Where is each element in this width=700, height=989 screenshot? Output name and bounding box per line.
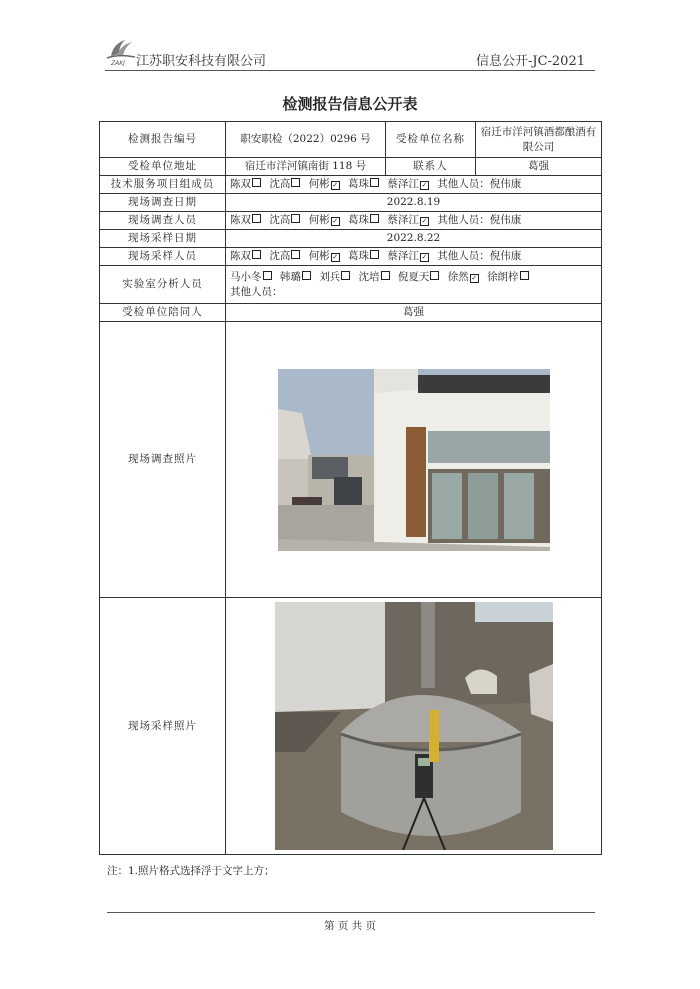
member-name: 葛珠 xyxy=(348,178,370,190)
member-name: 徐然 xyxy=(447,270,469,283)
survey-staff xyxy=(226,212,602,230)
member-name: 韩璐 xyxy=(279,270,301,283)
escort-label: 受检单位陪同人 xyxy=(100,304,226,322)
lab-staff xyxy=(226,266,602,304)
sample-photo-cell xyxy=(226,598,602,855)
member-name: 葛珠 xyxy=(348,214,370,226)
member-name: 倪夏天 xyxy=(397,270,430,283)
checkbox-unchecked-icon xyxy=(381,271,390,280)
photo-note: 注：1.照片格式选择浮于文字上方； xyxy=(107,865,275,877)
address-label: 受检单位地址 xyxy=(100,158,226,176)
member-name: 陈双 xyxy=(230,214,251,226)
sample-date-value: 2022.8.22 xyxy=(226,230,602,248)
team-label: 技术服务项目组成员 xyxy=(100,176,226,194)
member-name: 何彬 xyxy=(308,178,330,190)
svg-text:ZAKJ: ZAKJ xyxy=(111,60,125,66)
survey-date-value: 2022.8.19 xyxy=(226,194,602,212)
checkbox-unchecked-icon xyxy=(370,250,379,259)
member-name: 何彬 xyxy=(308,214,330,226)
contact-label: 联系人 xyxy=(386,158,476,176)
team-members xyxy=(226,176,602,194)
other-label: 其他人员： xyxy=(230,285,283,298)
member-name: 刘兵 xyxy=(319,270,341,283)
address-value: 宿迁市洋河镇南街 118 号 xyxy=(226,158,386,176)
member-name: 马小冬 xyxy=(230,270,262,283)
other-member: 倪伟康 xyxy=(489,178,522,190)
sample-staff xyxy=(226,248,602,266)
checkbox-checked-icon: ✓ xyxy=(471,273,478,282)
member-name: 何彬 xyxy=(308,250,330,262)
other-member: 倪伟康 xyxy=(489,250,522,262)
member-name: 蔡泽江 xyxy=(387,214,419,226)
table-row xyxy=(100,322,602,598)
checkbox-unchecked-icon xyxy=(430,271,439,280)
checkbox-checked-icon: ✓ xyxy=(332,181,339,189)
document-number: 信息公开-JC-2021 xyxy=(475,54,585,69)
sample-date-label: 现场采样日期 xyxy=(100,230,226,248)
company-logo xyxy=(105,36,139,66)
checkbox-checked-icon: ✓ xyxy=(421,181,428,189)
table-row xyxy=(100,304,602,322)
sample-photo xyxy=(275,602,553,850)
checkbox-unchecked-icon xyxy=(252,178,261,187)
checkbox-checked-icon: ✓ xyxy=(421,217,428,225)
table-row xyxy=(100,598,602,855)
checkbox-checked-icon: ✓ xyxy=(332,217,339,225)
sample-photo-label: 现场采样照片 xyxy=(100,598,226,855)
table-row xyxy=(100,230,602,248)
member-name: 沈高 xyxy=(269,214,291,226)
table-row xyxy=(100,212,602,230)
member-name: 沈高 xyxy=(269,178,291,190)
report-no-value: 职安职检（2022）0296 号 xyxy=(226,122,386,158)
page-title: 检测报告信息公开表 xyxy=(282,95,418,113)
sample-staff-label: 现场采样人员 xyxy=(100,248,226,266)
survey-photo-cell xyxy=(226,322,602,598)
member-name: 沈高 xyxy=(269,250,291,262)
survey-photo xyxy=(278,369,550,551)
table-row xyxy=(100,122,602,158)
page-header xyxy=(105,36,595,71)
report-no-label: 检测报告编号 xyxy=(100,122,226,158)
member-name: 蔡泽江 xyxy=(387,250,419,262)
member-name: 蔡泽江 xyxy=(387,178,419,190)
member-name: 陈双 xyxy=(230,178,251,190)
survey-staff-label: 现场调查人员 xyxy=(100,212,226,230)
other-member: 倪伟康 xyxy=(489,214,522,226)
contact-value: 葛强 xyxy=(476,158,602,176)
checkbox-unchecked-icon xyxy=(252,250,261,259)
table-row xyxy=(100,248,602,266)
table-row xyxy=(100,194,602,212)
checkbox-checked-icon: ✓ xyxy=(332,253,339,261)
checkbox-unchecked-icon xyxy=(302,271,311,280)
checkbox-unchecked-icon xyxy=(291,214,300,223)
other-label: 其他人员： xyxy=(437,250,490,262)
survey-photo-label: 现场调查照片 xyxy=(100,322,226,598)
checkbox-unchecked-icon xyxy=(520,271,529,280)
survey-date-label: 现场调查日期 xyxy=(100,194,226,212)
checkbox-unchecked-icon xyxy=(263,271,272,280)
company-name: 江苏职安科技有限公司 xyxy=(136,54,267,69)
checkbox-unchecked-icon xyxy=(291,178,300,187)
unit-name-label: 受检单位名称 xyxy=(386,122,476,158)
checkbox-unchecked-icon xyxy=(370,178,379,187)
table-row xyxy=(100,158,602,176)
report-info-table xyxy=(99,121,602,855)
checkbox-unchecked-icon xyxy=(341,271,350,280)
other-label: 其他人员： xyxy=(437,214,490,226)
page-number: 第 页 共 页 xyxy=(323,920,376,932)
checkbox-unchecked-icon xyxy=(291,250,300,259)
lab-staff-label: 实验室分析人员 xyxy=(100,266,226,304)
checkbox-unchecked-icon xyxy=(370,214,379,223)
checkbox-checked-icon: ✓ xyxy=(421,253,428,261)
table-row xyxy=(100,266,602,304)
other-label: 其他人员： xyxy=(437,178,490,190)
member-name: 徐朗梓 xyxy=(487,270,519,283)
member-name: 沈培 xyxy=(358,270,380,283)
table-row xyxy=(100,176,602,194)
unit-name-value: 宿迁市洋河镇酒都酿酒有限公司 xyxy=(476,122,602,158)
footer-divider xyxy=(107,912,595,913)
escort-value: 葛强 xyxy=(226,304,602,322)
member-name: 葛珠 xyxy=(348,250,370,262)
checkbox-unchecked-icon xyxy=(252,214,261,223)
member-name: 陈双 xyxy=(230,250,251,262)
